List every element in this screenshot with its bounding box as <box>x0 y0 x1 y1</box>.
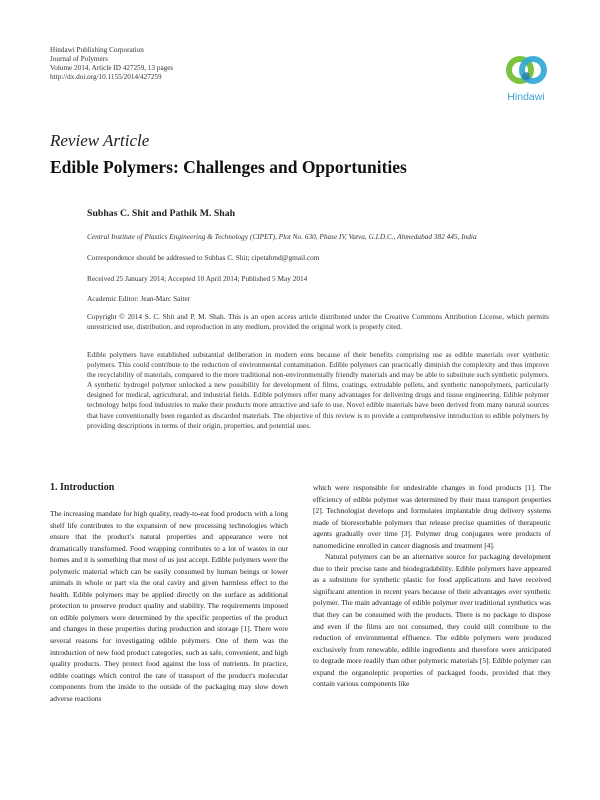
paragraph: The increasing mandate for high quality, ready-to-eat food products with a long shelf life contributes to the expansion of new processing technologies which ensure that the product's natural properties and appearance were not dramatically transformed. Food wrapping contributes to a lot of wastes in our homes and it is something that most of us just accept. Edible polymers were the polymeric material which can be easily consumed by human beings or lower animals in whole or part via the oral cavity and given harmless effect to the health. Edible polymers may be applied directly on the surface as additional protection to preserve product quality and stability. The requirements imposed on edible polymers were determined by the specific properties of the product and changes in these properties during production and storage [1]. There were several reasons for investigating edible polymers. One of them was the introduction of new food product categories, such as safe, convenient, and high quality products. They protect food against the loss of nutrients. In practice, edible coatings which control the rate of transport of the product's molecular components from the inside to the outside of the packaging may slow down adverse reactions <box>50 509 288 703</box>
paragraph: which were responsible for undesirable changes in food products [1]. The efficiency of edible polymer was determined by their mass transport properties [2]. Technologist develops and formulates implantable drug delivery systems made of bioresorbable polymers that release precise quantities of therapeutic agents gradually over time [3]. Polymer drug conjugates were products of nanomedicine enrolled in cancer diagnosis and treatment [4]. <box>313 483 551 550</box>
publication-dates: Received 25 January 2014; Accepted 10 April 2014; Published 5 May 2014 <box>87 274 308 283</box>
logo-text: Hindawi <box>507 91 545 103</box>
article-type: Review Article <box>50 131 150 150</box>
section-heading: 1. Introduction <box>50 482 115 493</box>
affiliation: Central Institute of Plastics Engineering & Technology (CIPET), Plot No. 630, Phase IV, Vatva, G.I.D.C., Ahmedabad 382 445, India <box>87 232 477 241</box>
journal-name: Journal of Polymers <box>50 55 108 63</box>
authors: Subhas C. Shit and Pathik M. Shah <box>87 208 236 219</box>
paragraph: Natural polymers can be an alternative source for packaging development due to their precise taste and biodegradability. Edible polymers have appeared as a substitute for synthetic plastic for food applications and have received significant attention in recent years because of their advantages over synthetic polymer. The main advantage of edible polymer over traditional synthetics was that they can be consumed with the products. There is no package to dispose and even if the films are not consumed, they could still contribute to the reduction of environmental effluence. The edible polymers were produced exclusively from renewable, edible ingredients and therefore were anticipated to degrade more readily than other polymeric materials [5]. Edible polymer can expand the organoleptic properties of packaged foods, provided that they contain various components like <box>313 552 551 689</box>
academic-editor: Academic Editor: Jean-Marc Saiter <box>87 294 191 303</box>
publisher-name: Hindawi Publishing Corporation <box>50 46 144 54</box>
publication-info <box>50 46 173 82</box>
copyright-notice: Copyright © 2014 S. C. Shit and P. M. Shah. This is an open access article distributed under the Creative Commons Attribution License, which permits unrestricted use, distribution, and reproduction in any medium, provided the original work is properly cited. <box>87 312 549 331</box>
volume-info: Volume 2014, Article ID 427259, 13 pages <box>50 64 174 72</box>
abstract: Edible polymers have established substantial deliberation in modern eons because of their benefits comprising use as edible materials over synthetic polymers. This could contribute to the reduction of environmental contamination. Edible polymers can practically diminish the complexity and thus improve the recyclability of materials, compared to the more traditional non-environmentally friendly materials and may be able to substitute such synthetic polymers. A synthetic hydrogel polymer unlocked a new possibility for development of films, coatings, extrudable pellets, and synthetic nanopolymers, particularly designed for medical, agricultural, and industrial fields. Edible polymers offer many advantages for delivering drugs and tissue engineering. Edible polymer technology helps food industries to make their products more attractive and safe to use. Novel edible materials have been derived from many natural sources that have conventionally been regarded as discarded materials. The objective of this review is to provide a comprehensive introduction to edible polymers by providing descriptions in terms of their origin, properties, and potential uses. <box>87 350 549 430</box>
right-column <box>313 482 551 690</box>
doi-link[interactable]: http://dx.doi.org/10.1155/2014/427259 <box>50 73 162 81</box>
page-title: Edible Polymers: Challenges and Opportunities <box>50 157 407 177</box>
correspondence: Correspondence should be addressed to Subhas C. Shit; cipetahmd@gmail.com <box>87 253 320 262</box>
left-column <box>50 508 288 704</box>
